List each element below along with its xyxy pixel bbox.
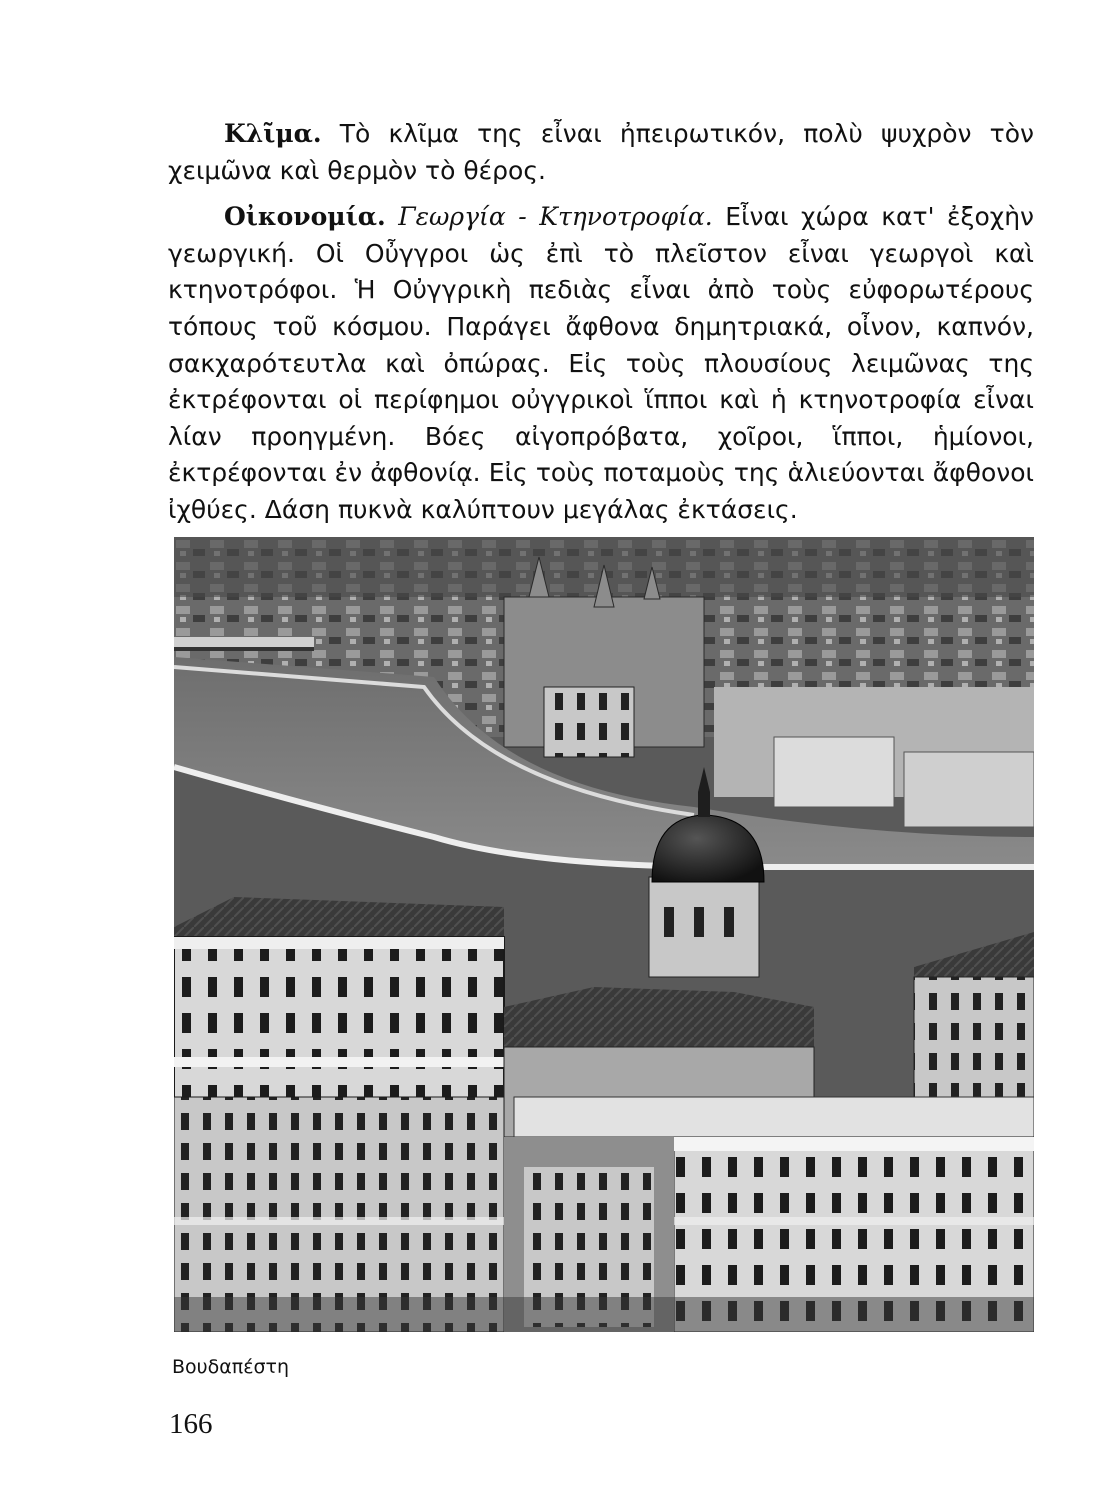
budapest-photo-illustration [174, 537, 1034, 1332]
paragraph-klima [168, 116, 1034, 189]
paragraph-oikonomia [168, 199, 1034, 528]
paragraph-text: Τὸ κλῖμα της εἶναι ἠπειρωτικόν, πολὺ ψυχρὸν τὸν χειμῶνα καὶ θερμὸν τὸ θέρος. [168, 119, 1034, 185]
paragraph-subheading: Γεωργία - Κτηνοτροφία. [398, 202, 713, 232]
paragraph-heading: Οἰκονομία. [224, 202, 386, 232]
body-text [168, 116, 1034, 529]
paragraph-text: Εἶναι χώρα κατ' ἐξοχὴν γεωργική. Οἱ Οὖγγροι ὡς ἐπὶ τὸ πλεῖστον εἶναι γεωργοὶ καὶ κτηνοτρόφοι. Ἡ Οὐγγρικὴ πεδιὰς εἶναι ἀπὸ τοὺς εὐφορωτέρους τόπους τοῦ κόσμου. Παράγει ἄφθονα δημητριακά, οἶνον, καπνόν, σακχαρότευτλα καὶ ὀπώρας. Εἰς τοὺς πλουσίους λειμῶνας της ἐκτρέφονται οἱ περίφημοι οὐγγρικοὶ ἵπποι καὶ ἡ κτηνοτροφία εἶναι λίαν προηγμένη. Βόες αἰγοπρόβατα, χοῖροι, ἵπποι, ἡμίονοι, ἐκτρέφονται ἐν ἀφθονίᾳ. Εἰς τοὺς ποταμοὺς της ἁλιεύονται ἄφθονοι ἰχθύες. Δάση πυκνὰ καλύπτουν μεγάλας ἐκτάσεις. [168, 202, 1035, 524]
page-number: 166 [169, 1408, 213, 1440]
budapest-photo [174, 537, 1034, 1332]
paragraph-heading: Κλῖμα. [224, 119, 322, 148]
photo-caption: Βουδαπέστη [172, 1356, 290, 1378]
